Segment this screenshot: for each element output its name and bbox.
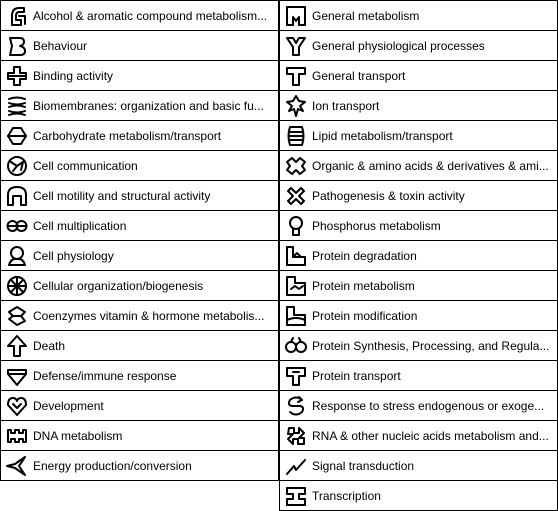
legend-row [280, 1, 557, 31]
cell-physiology-icon [4, 243, 30, 269]
legend-label: Biomembranes: organization and basic fu... [33, 98, 264, 113]
cellular-organization-icon [4, 273, 30, 299]
legend-label: General transport [312, 68, 406, 83]
legend-row [1, 361, 278, 391]
cell-communication-icon [4, 153, 30, 179]
legend-row [280, 361, 557, 391]
legend-row [1, 1, 278, 31]
legend-row [280, 481, 557, 511]
carbohydrate-icon [4, 123, 30, 149]
binding-activity-icon [4, 63, 30, 89]
legend-row [1, 271, 278, 301]
legend-row [280, 271, 557, 301]
legend-label: Death [33, 338, 66, 353]
transcription-icon [283, 483, 309, 509]
legend-label: Cell communication [33, 158, 138, 173]
ion-transport-icon [283, 93, 309, 119]
legend-row [1, 421, 278, 451]
legend-row [1, 301, 278, 331]
legend-label: Transcription [312, 488, 381, 503]
legend-label: Coenzymes vitamin & hormone metabolis... [33, 308, 265, 323]
legend-label: Protein degradation [312, 248, 417, 263]
legend-label: Protein metabolism [312, 278, 415, 293]
legend-label: DNA metabolism [33, 428, 123, 443]
legend-label: Cellular organization/biogenesis [33, 278, 204, 293]
legend-row [1, 31, 278, 61]
legend-label: Pathogenesis & toxin activity [312, 188, 465, 203]
legend-label: Phosphorus metabolism [312, 218, 441, 233]
legend-label: Lipid metabolism/transport [312, 128, 453, 143]
death-icon [4, 333, 30, 359]
legend-label: Ion transport [312, 98, 380, 113]
legend-row [280, 211, 557, 241]
legend-row [1, 61, 278, 91]
legend-row [1, 151, 278, 181]
legend-row [280, 421, 557, 451]
legend-label: Protein Synthesis, Processing, and Regula... [312, 338, 550, 353]
organic-amino-acids-icon [283, 153, 309, 179]
protein-degradation-icon [283, 243, 309, 269]
cell-motility-icon [4, 183, 30, 209]
legend-label: RNA & other nucleic acids metabolism and... [312, 428, 549, 443]
protein-synthesis-icon [283, 333, 309, 359]
legend-label: Organic & amino acids & derivatives & ami... [312, 158, 549, 173]
general-physiological-icon [283, 33, 309, 59]
legend-row [280, 451, 557, 481]
legend-label: Behaviour [33, 38, 88, 53]
legend-row [1, 121, 278, 151]
energy-production-icon [4, 453, 30, 479]
legend-label: Cell multiplication [33, 218, 127, 233]
legend-label: Binding activity [33, 68, 114, 83]
legend-label: Development [33, 398, 104, 413]
legend-row [280, 61, 557, 91]
legend-label: Signal transduction [312, 458, 415, 473]
legend-row [280, 121, 557, 151]
legend-row [280, 331, 557, 361]
legend-column-left [0, 0, 279, 481]
protein-modification-icon [283, 303, 309, 329]
legend-label: Protein transport [312, 368, 401, 383]
protein-transport-icon [283, 363, 309, 389]
legend-row [280, 241, 557, 271]
protein-metabolism-icon [283, 273, 309, 299]
legend-row [1, 331, 278, 361]
cell-multiplication-icon [4, 213, 30, 239]
behaviour-icon [4, 33, 30, 59]
legend-row [1, 451, 278, 481]
legend-row [280, 151, 557, 181]
biomembranes-icon [4, 93, 30, 119]
legend-row [280, 181, 557, 211]
signal-transduction-icon [283, 453, 309, 479]
legend-row [280, 301, 557, 331]
general-transport-icon [283, 63, 309, 89]
legend-row [1, 241, 278, 271]
legend-label: Defense/immune response [33, 368, 177, 383]
legend-column-right [279, 0, 558, 511]
phosphorus-metabolism-icon [283, 213, 309, 239]
legend-label: General physiological processes [312, 38, 485, 53]
development-icon [4, 393, 30, 419]
coenzymes-icon [4, 303, 30, 329]
legend-label: Carbohydrate metabolism/transport [33, 128, 222, 143]
legend-label: Protein modification [312, 308, 418, 323]
legend-row [1, 91, 278, 121]
legend-row [1, 181, 278, 211]
legend-label: Energy production/conversion [33, 458, 192, 473]
dna-metabolism-icon [4, 423, 30, 449]
legend-row [1, 211, 278, 241]
legend-row [280, 91, 557, 121]
legend-row [280, 31, 557, 61]
rna-metabolism-icon [283, 423, 309, 449]
defense-icon [4, 363, 30, 389]
legend-label: General metabolism [312, 8, 420, 23]
alcohol-aromatic-icon [4, 3, 30, 29]
legend-row [1, 391, 278, 421]
lipid-metabolism-icon [283, 123, 309, 149]
stress-response-icon [283, 393, 309, 419]
legend-label: Response to stress endogenous or exoge... [312, 398, 545, 413]
legend-row [280, 391, 557, 421]
general-metabolism-icon [283, 3, 309, 29]
legend-label: Cell physiology [33, 248, 114, 263]
legend-label: Alcohol & aromatic compound metabolism... [33, 8, 268, 23]
legend-label: Cell motility and structural activity [33, 188, 211, 203]
pathogenesis-icon [283, 183, 309, 209]
